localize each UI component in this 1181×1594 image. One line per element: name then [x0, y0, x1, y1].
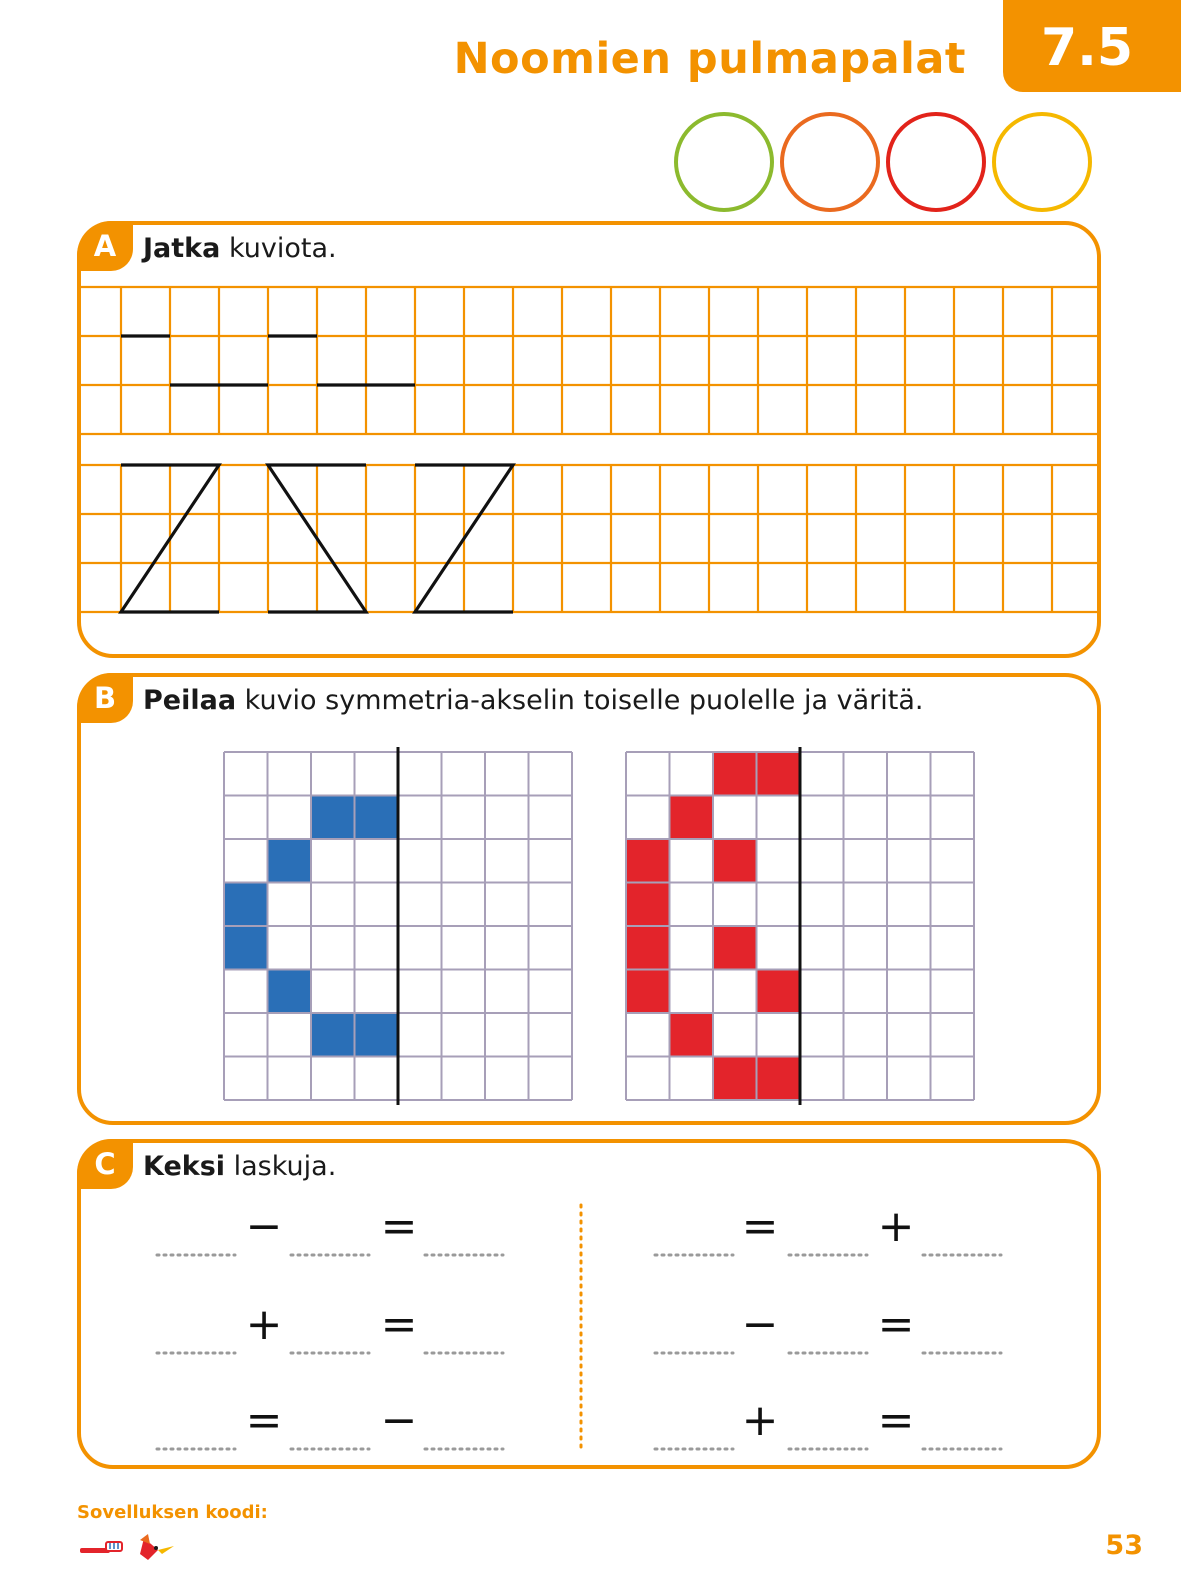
- filled-cell: [713, 752, 757, 796]
- operator-symbol: +: [245, 1299, 283, 1350]
- filled-cell: [626, 926, 670, 970]
- filled-cell: [757, 970, 801, 1014]
- filled-cell: [713, 926, 757, 970]
- mirror-grid-red[interactable]: [626, 747, 974, 1105]
- operator-symbol: +: [877, 1201, 915, 1252]
- page-number: 53: [1105, 1530, 1143, 1561]
- chapter-number: 7.5: [1041, 18, 1134, 78]
- filled-cell: [355, 796, 399, 840]
- filled-cell: [311, 796, 355, 840]
- toothbrush-icon: [80, 1542, 122, 1553]
- app-code-label: Sovelluksen koodi:: [77, 1502, 268, 1523]
- operator-symbol: =: [741, 1201, 779, 1252]
- filled-cell: [713, 1057, 757, 1101]
- filled-cell: [626, 970, 670, 1014]
- section-a-letter: A: [77, 221, 133, 271]
- section-c-letter: C: [77, 1139, 133, 1189]
- filled-cell: [757, 1057, 801, 1101]
- filled-cell: [268, 839, 312, 883]
- evaluation-circle[interactable]: [888, 114, 984, 210]
- evaluation-circles: [676, 114, 1112, 218]
- instruction-verb: Jatka: [143, 233, 221, 264]
- section-a: [77, 221, 1101, 658]
- section-c: [77, 1139, 1101, 1469]
- operator-symbol: −: [741, 1299, 779, 1350]
- instruction-text: kuvio symmetria-akselin toiselle puolelle ja väritä.: [236, 685, 924, 716]
- filled-cell: [757, 752, 801, 796]
- filled-cell: [626, 883, 670, 927]
- operator-symbol: =: [877, 1395, 915, 1446]
- section-b: [77, 673, 1101, 1125]
- pattern-grid[interactable]: [81, 225, 1097, 654]
- operator-symbol: −: [245, 1201, 283, 1252]
- filled-cell: [268, 970, 312, 1014]
- operator-symbol: =: [380, 1201, 418, 1252]
- filled-cell: [311, 1013, 355, 1057]
- section-b-letter: B: [77, 673, 133, 723]
- filled-cell: [670, 796, 714, 840]
- filled-cell: [224, 883, 268, 927]
- operator-symbol: −: [380, 1395, 418, 1446]
- operator-symbol: =: [380, 1299, 418, 1350]
- instruction-text: kuviota.: [220, 233, 337, 264]
- operator-symbol: +: [741, 1395, 779, 1446]
- filled-cell: [224, 926, 268, 970]
- operator-symbol: =: [245, 1395, 283, 1446]
- filled-cell: [670, 1013, 714, 1057]
- mirror-grid-blue[interactable]: [224, 747, 572, 1105]
- instruction-verb: Peilaa: [143, 685, 237, 716]
- filled-cell: [626, 839, 670, 883]
- instruction-verb: Keksi: [143, 1151, 226, 1182]
- evaluation-circle[interactable]: [994, 114, 1090, 210]
- instruction-text: laskuja.: [225, 1151, 337, 1182]
- evaluation-circle[interactable]: [676, 114, 772, 210]
- operator-symbol: =: [877, 1299, 915, 1350]
- chapter-tab: [1003, 0, 1181, 92]
- evaluation-circle[interactable]: [782, 114, 878, 210]
- filled-cell: [355, 1013, 399, 1057]
- filled-cell: [713, 839, 757, 883]
- page-title: Noomien pulmapalat: [453, 34, 966, 84]
- app-code-icons: [78, 1530, 188, 1570]
- bird-icon: [140, 1534, 174, 1560]
